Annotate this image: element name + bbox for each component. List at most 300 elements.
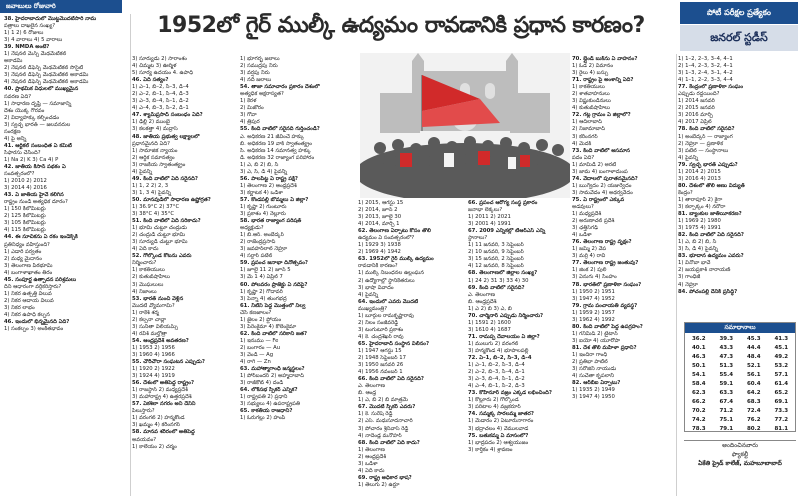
- answer-cell: 69.1: [774, 399, 789, 405]
- question-line: 68. తెలంగాణలో జిల్లాల సంఖ్య?: [468, 270, 538, 277]
- question-line: 3) ఒడిశా: [358, 460, 378, 467]
- question-line: 56. పాలపిట్ట ఏ రాష్ట్ర పక్షి?: [240, 175, 298, 182]
- question-line: 3) 1–3, 2–4, 3–1, 4–2: [678, 70, 733, 77]
- question-line: 1) గనిమీడ్ 2) టైటాన్: [572, 330, 618, 337]
- question-line: 62. తెలంగాణ ఏర్పాటు కోసం తొలి: [358, 228, 431, 235]
- question-line: 3) ఎ–3, బి–4, సి–1, డి–2: [132, 98, 189, 105]
- question-line: ఎ. అధికరణ 21 జీవించే హక్కు: [240, 133, 305, 140]
- question-line: 3) సూర్యుడి చుట్టూ భూమి: [132, 239, 188, 246]
- answer-cell: 53.2: [774, 363, 789, 369]
- question-line: 1) కొల్లూరు 2) గోల్కొండ: [468, 397, 519, 404]
- question-line: 1) 1950 2) 1951: [572, 288, 615, 295]
- question-line: ఎ. తెలంగాణ: [358, 383, 385, 390]
- answer-cell: 74.2: [691, 417, 706, 423]
- question-line: 3) 1610 4) 1687: [468, 326, 511, 333]
- question-line: 4) సర్దార్ పటేల్: [240, 253, 273, 260]
- question-line: అడవులు?: [572, 203, 594, 210]
- question-line: 1) వినోబా భావే: [678, 260, 711, 267]
- question-line: 78. కింది వాటిలో సరైనది?: [678, 126, 735, 133]
- question-line: 57. కొండపల్లి బొమ్మలు ఏ జిల్లా?: [240, 196, 309, 203]
- question-line: 3) 15 జనవరి, 2 సెప్టెంబర్: [468, 256, 524, 263]
- question-line: 2) ఎస్. మధుసూదనాచారి: [358, 418, 413, 425]
- question-line: 3) వెండి — Ag: [240, 351, 274, 358]
- answers-box: [684, 322, 796, 432]
- question-line: 3) సభ్యులు 4) ఉపరాష్ట్రపతి: [240, 401, 301, 408]
- question-line: 1) సామాజిక న్యాయం: [132, 147, 178, 154]
- question-line: 1) మేడారం 2) ఏటూరునాగారం: [468, 418, 534, 425]
- question-line: 1) Na 2) K 3) Ca 4) P: [4, 156, 59, 163]
- question-line: 3) కర్ణాటక 4) ఒడిశా: [240, 189, 283, 196]
- question-line: 1) రాజస్థాన్ 2) మధ్యప్రదేశ్: [132, 387, 188, 394]
- question-line: 71. రామప్ప దేవాలయం ఏ జిల్లా?: [468, 333, 540, 340]
- question-line: 1) 11 జనవరి, 3 సెప్టెంబర్: [468, 242, 524, 249]
- answer-cell: 76.2: [746, 417, 761, 423]
- question-line: 62. కింది వాటిలో సరికాని జత?: [240, 330, 308, 337]
- question-line: 73. కింది వాటిలో అసమాన: [572, 147, 631, 154]
- answer-cell: 65.2: [774, 390, 789, 396]
- question-line: 2) ఆంధ్రప్రదేశ్: [358, 453, 387, 460]
- question-line: 4) నదీ జలాలు: [240, 77, 272, 84]
- question-line: 3) ప్రకాశం 4) నెల్లూరు: [240, 211, 286, 218]
- question-line: 3) 1975 4) 1991: [678, 225, 721, 232]
- question-line: అకాడమీ: [4, 58, 23, 65]
- question-line: 51. కింది వాటిలో ఏది సరికాదు?: [132, 218, 201, 225]
- question-line: బి. ఆంధ్ర: [358, 390, 377, 397]
- questions-column-6: [572, 56, 674, 496]
- answer-cell: 41.3: [774, 336, 789, 342]
- answer-cell: 50.1: [691, 363, 706, 369]
- answer-cell: 63.3: [719, 390, 734, 396]
- questions-column-3: [240, 56, 356, 496]
- question-line: 1) 1935 2) 1949: [572, 387, 615, 394]
- question-line: 1) ఎ–1, బి–2, సి–3, డి–4: [132, 84, 189, 91]
- question-line: 3) 38°C 4) 35°C: [132, 211, 175, 218]
- question-line: 1) 2014 జనవరి: [678, 98, 715, 105]
- question-line: మొదటి వ్యోమగామి?: [132, 302, 175, 309]
- question-line: పదం ఏది?: [572, 154, 595, 161]
- answer-cell: 67.4: [719, 399, 734, 405]
- question-line: 1) ఆదిలాబాద్: [572, 119, 603, 126]
- question-line: సి. అధికరణ 14 సమానత్వ హక్కు: [240, 147, 311, 154]
- question-line: 82. కింది వాటిలో ఏది సరైనది?: [678, 232, 744, 239]
- question-line: 80. కింది వాటిలో పెద్ద ఉపగ్రహం?: [572, 323, 643, 330]
- question-line: ఎ. తెలంగాణ: [468, 291, 495, 298]
- column-divider: [676, 54, 677, 496]
- question-line: 1) కాకతీయులు: [572, 84, 605, 91]
- question-line: 3) తెలంగాణ పీఠభూమి: [4, 262, 53, 269]
- question-line: 1) ఋగ్వేదం 2) యజుర్వేదం: [572, 182, 632, 189]
- question-line: 52. గోల్కొండ కోటను ఎవరు: [132, 253, 192, 260]
- question-line: 3) సూర్యుడు 2) సారాంశం: [132, 56, 187, 62]
- question-line: 3) నేషనల్ డిఫెన్స్ మేథమేటికల్ అకాడమీ: [4, 72, 89, 79]
- question-line: 44. ఈ సూచికను ఏ రకం ఇండెక్స్‌కి: [4, 234, 78, 241]
- question-line: 2) ఎ–2, బి–3, సి–4, డి–1: [468, 369, 525, 376]
- question-line: 2) ఉద్యోగాల్లో స్థానికేతరులు: [358, 277, 415, 284]
- question-line: ప్రతినిధ్యం వహిస్తుంది?: [4, 241, 50, 248]
- question-line: 2) ఎ–2, బి–1, సి–4, డి–3: [132, 91, 189, 98]
- question-line: 4) చిమ్మట 3) ఊర్మిళ: [132, 63, 177, 70]
- question-line: 39. NMDA అంటే?: [4, 44, 50, 51]
- question-line: 3) 1947 4) 1950: [572, 394, 615, 401]
- answer-cell: 77.2: [774, 417, 789, 423]
- question-line: 68. కింది వాటిలో ఏది కాదు?: [358, 439, 420, 446]
- question-line: పిలుస్తారు?: [132, 408, 155, 415]
- question-line: ఉద్యమం ఏ సంవత్సరంలో?: [358, 235, 415, 242]
- question-line: 3) కలకత్తా 4) మద్రాస్: [132, 126, 178, 133]
- question-line: దీని ఆధారంగా వర్గీకరిస్తారు?: [4, 283, 62, 290]
- question-line: ప్రధానమైనది ఏది?: [132, 140, 170, 147]
- question-line: 55. కింది వాటిలో సరైనది గుర్తించండి?: [240, 126, 320, 133]
- protest-crowd-image: [360, 53, 570, 198]
- question-line: 55. చౌరీచౌరా సంఘటన ఎప్పుడు?: [132, 359, 205, 366]
- question-line: 81. దేశ తొలి మహిళా ప్రధాని?: [572, 344, 637, 351]
- question-line: 1) 2010 2) 2012: [4, 178, 47, 185]
- question-line: 53. భారత్ నుంచి వెళ్లిన: [132, 295, 184, 302]
- question-line: 1) 24 2) 31 3) 33 4) 30: [468, 277, 529, 284]
- question-line: నిర్మించారు?: [132, 260, 157, 267]
- question-line: 1) తెలుగు 2) ఉర్దూ: [358, 481, 400, 488]
- question-line: 1) ములుగు 2) వరంగల్: [468, 340, 519, 347]
- question-line: 72. ఏ–1, బి–2, సి–3, డి–4: [468, 355, 532, 362]
- question-line: 4) 1–1, 2–2, 3–3, 4–4: [678, 77, 733, 84]
- question-line: 2) మధ్య మైదానం: [4, 255, 42, 262]
- answer-cell: 45.3: [746, 336, 761, 342]
- question-line: 1) ఎ 2) బి 3) ఎ, బి: [468, 305, 512, 312]
- question-line: రావడానికి కారణం?: [358, 263, 398, 270]
- question-line: 1) ఇందిరా గాంధీ: [572, 351, 608, 358]
- question-line: 74. సమ్మక్క సారలమ్మ జాతర?: [468, 411, 534, 418]
- question-line: 4) 2014, మార్చి 1: [358, 221, 400, 228]
- question-line: 2) 10 జనవరి, 9 సెప్టెంబర్: [468, 249, 524, 256]
- question-line: కేంద్రం?: [678, 189, 693, 196]
- question-line: సవరణ ఏది?: [4, 93, 32, 100]
- question-line: 1) ఢిల్లీ 2) ముంబై: [132, 119, 170, 126]
- page-headline: 1952లో గైర్ ముల్కీ ఉద్యమం రావడానికి ప్రధాన కారణం?: [157, 13, 645, 38]
- answer-cell: 47.3: [719, 354, 734, 360]
- question-line: 3) రాజ్‌కోట్ 4) దండి: [240, 380, 284, 387]
- question-line: 1) కేరళ: [240, 98, 257, 105]
- answer-cell: 78.3: [691, 426, 706, 432]
- question-line: 1) ఎ–1, బి–2, సి–3, డి–4: [468, 362, 525, 369]
- question-line: 3) హన్మకొండ 4) భూపాలపల్లి: [468, 347, 529, 354]
- answer-cell: 64.2: [746, 390, 761, 396]
- question-line: 59. ప్రపంచ జనాభా దినోత్సవం?: [240, 260, 308, 267]
- question-line: 1) జైలం 2) ఫ్లోయం: [240, 316, 282, 323]
- question-line: 1) ఇనుము — Fe: [240, 337, 279, 344]
- answer-cell: 51.3: [719, 363, 734, 369]
- question-line: 56. దేశంలో అతిపెద్ద రాష్ట్రం?: [132, 380, 195, 387]
- question-line: 3) సరోజినీ నాయుడు: [572, 366, 617, 373]
- answer-cell: 36.2: [691, 336, 706, 342]
- answer-cell: 79.1: [719, 426, 734, 432]
- question-line: 1) మామిడి 2) అరటి: [572, 161, 617, 168]
- answers-grid: [685, 333, 795, 436]
- question-line: 2) 2014, జూన్ 2: [358, 207, 398, 214]
- question-line: 4) సుచేతా కృపలానీ: [572, 373, 614, 380]
- question-line: 1) 1, 2 2) 2, 3: [132, 182, 169, 189]
- answer-cell: 56.1: [746, 372, 761, 378]
- question-line: అత్యధిక అక్షరాస్యత?: [240, 91, 284, 98]
- question-line: 1) ఓడ 2) విమానం: [572, 63, 614, 70]
- protest-illustration: [360, 53, 570, 198]
- question-line: 2) శాతవాహనులు: [572, 91, 610, 98]
- question-line: 2) నేషనల్ డిఫెన్స్ మేథమేటికల్ సొసైటీ: [4, 65, 84, 72]
- question-line: 3) సామవేదం 4) అథర్వవేదం: [572, 189, 633, 196]
- question-line: 77. తెలంగాణ రాష్ట్ర జంతువు?: [572, 260, 639, 267]
- question-line: రాష్ట్రం నుండి అత్యధిక దూరం?: [4, 199, 68, 206]
- answer-cell: 62.3: [691, 390, 706, 396]
- question-line: 1) కాలేయం 2) చర్మం: [132, 443, 177, 450]
- answer-cell: 39.3: [719, 336, 734, 342]
- credit-role: ఫ్యాకల్టీ: [731, 451, 749, 458]
- question-line: 3) ఎ–3, బి–4, సి–1, డి–2: [468, 376, 525, 383]
- question-line: 3) 2016 మార్చి: [678, 112, 713, 119]
- question-line: 1) ఎ, బి 2) బి మాత్రమే: [358, 397, 408, 404]
- question-line: 3) స్వచ్ఛ భారత్ — జలవనరుల: [4, 121, 71, 128]
- question-line: 1) భూమి చుట్టూ చంద్రుడు: [132, 225, 187, 232]
- answer-cell: 46.3: [691, 354, 706, 360]
- question-line: 67. మొదటి స్పీకర్ ఎవరు?: [358, 404, 416, 411]
- question-line: 1) 1929 3) 1938: [358, 242, 401, 249]
- question-line: 4) 2017 ఏప్రిల్: [678, 119, 712, 126]
- question-line: 1) కృష్ణా 2) గుంటూరు: [240, 203, 287, 210]
- questions-column-5: [468, 200, 570, 496]
- question-line: 75. బతుకమ్మ ఏ మాసంలో?: [468, 432, 529, 439]
- question-line: ఎప్పుడు రద్దయింది?: [678, 91, 720, 98]
- question-line: 2) 1–4, 2–3, 3–2, 4–1: [678, 63, 733, 70]
- question-line: 66. కింది వాటిలో ఏది సరైనది?: [358, 376, 424, 383]
- question-line: 1) అంబేద్కర్ — రాజ్యాంగ: [678, 133, 733, 140]
- question-line: 54. తాజా సమాచారం ప్రకారం దేశంలో: [240, 84, 320, 91]
- question-line: 3) వర్షపు నీరు: [240, 70, 270, 77]
- question-line: 1) సంకల్పం 3) అంకితభావం: [4, 326, 64, 333]
- question-line: 3) 1, 3 4) పైవన్నీ: [132, 189, 172, 196]
- question-line: 3) పేరెంకైమా 4) కొలెంకైమా: [240, 323, 297, 330]
- question-line: 3) 105 కిలోమీటర్లు: [4, 220, 46, 227]
- question-line: 3) గాంధీజీ: [678, 274, 701, 281]
- question-line: 3) భద్రాచలం 4) వేములవాడ: [468, 425, 529, 432]
- question-line: 1) 1 2) 6 రోజులు: [4, 30, 44, 37]
- question-line: అవయవం?: [132, 436, 157, 443]
- question-line: జనాభా లెక్కలు?: [468, 207, 503, 214]
- question-line: 65. హైదరాబాద్ సంస్థాన విలీనం?: [358, 340, 430, 347]
- question-line: 4) ఎ–4, బి–3, సి–2, డి–1: [132, 105, 189, 112]
- question-line: 58. మానవ శరీరంలో అతిపెద్ద: [132, 429, 195, 436]
- question-line: సంరక్షణ: [4, 128, 21, 135]
- question-line: 1) ఎడారి పర్వతం: [4, 248, 42, 255]
- question-line: 1) కాకతీయులు: [132, 267, 165, 274]
- question-line: 4) కె. చంద్రశేఖర్ రావు: [358, 333, 404, 340]
- question-line: 3) కరీంనగర్: [572, 133, 598, 140]
- question-line: 3) కల్పాక్కం 4) నరోరా: [678, 203, 726, 210]
- question-line: 3) సునీతా విలియమ్స్: [132, 323, 178, 330]
- question-line: 3) మహారాష్ట్ర 4) ఉత్తరప్రదేశ్: [132, 394, 192, 401]
- question-line: 72. గట్ల గ్రామం ఏ జిల్లాలో?: [572, 112, 631, 119]
- question-line: 1) 1947 ఆగస్టు 15: [358, 347, 402, 354]
- question-line: 2) నెహ్రూ — ప్రణాళిక: [678, 140, 723, 147]
- question-line: 3) పరిటాల 4) వజ్రకరూర్: [468, 404, 521, 411]
- credit-label: అందించినవారు: [722, 442, 758, 449]
- question-line: 49. కింది వాటిలో ఏది సరైనది?: [132, 175, 198, 182]
- question-line: 1) ముల్కీ నిబంధనల ఉల్లంఘన: [358, 270, 424, 277]
- questions-column-1: [4, 16, 128, 494]
- question-line: 1) జూలై 11 2) జూన్ 5: [240, 267, 291, 274]
- question-line: 1) ఎ, బి 2) బి, సి: [240, 161, 279, 168]
- question-line: 2) ఆర్థిక సమానత్వం: [132, 154, 175, 161]
- question-line: 2) 1948 సెప్టెంబర్ 17: [358, 355, 406, 362]
- question-line: 3) కార్తీకం 4) శ్రావణం: [468, 446, 513, 453]
- question-line: 3) ఐయో 4) యూరోపా: [572, 337, 621, 344]
- answers-title: సమాధానాలు: [685, 323, 795, 333]
- question-line: 1) జింక 2) పులి: [572, 267, 607, 274]
- question-line: 3) 1924 4) 1919: [132, 373, 175, 380]
- questions-column-2: [132, 56, 236, 496]
- question-line: సంవత్సరంలో?: [4, 171, 35, 178]
- question-line: దేశం యొక్క గౌరవం: [4, 107, 45, 114]
- question-line: 4) రవీశ్ మల్హోత్రా: [132, 330, 168, 337]
- column-divider: [130, 14, 131, 496]
- question-line: 67. 2009 ఎన్నికల్లో టీఆర్ఎస్ ఎన్ని: [468, 228, 546, 235]
- question-line: 2) బంగారం — Au: [240, 344, 281, 351]
- question-line: 3) జామ 4) బంగాళాదుంప: [572, 168, 628, 175]
- question-line: 58. భారత రాజ్యాంగ పరిషత్: [240, 218, 302, 225]
- question-line: 3) 1960 4) 1966: [132, 351, 175, 358]
- question-line: 1) 36.9°C 2) 37°C: [132, 203, 180, 210]
- question-line: 3) పెన్నా 4) తుంగభద్ర: [240, 295, 287, 302]
- question-line: 73. కోహినూర్ వజ్రం ఎక్కడ లభించింది?: [468, 390, 552, 397]
- question-line: 2) నికర ఆదాయ విలువ: [4, 297, 54, 304]
- question-line: 4) కుతుబ్‌షాహీలు: [572, 105, 611, 112]
- subject-badge: జనరల్ స్టడీస్: [680, 25, 798, 51]
- question-line: 48. జాతీయ ప్రభుత్వ లక్ష్యాలలో: [132, 133, 200, 140]
- question-line: 83. భూదాన ఉద్యమం ఎవరు?: [678, 253, 744, 260]
- question-line: 5) సూర్య ఉదయం 4. ఉపాధి: [132, 70, 193, 77]
- question-line: 60. పోలవరం ప్రాజెక్టు ఏ నదిపై?: [240, 281, 308, 288]
- question-line: 64. ఇందులో ఎవరు మొదటి: [358, 298, 419, 305]
- question-line: 1) భాద్రపదం 2) ఆశ్వయుజం: [468, 439, 529, 446]
- question-line: 3) గోవా: [240, 112, 257, 119]
- question-line: 3) 2013, జూలై 30: [358, 214, 402, 221]
- answer-cell: 58.4: [691, 381, 706, 387]
- question-line: 3) ఏనుగు 4) సింహం: [572, 274, 617, 281]
- question-line: 2) 1969 4) 1942: [358, 249, 401, 256]
- answer-cell: 55.4: [719, 372, 734, 378]
- question-line: 4) ఏదీ కాదు: [358, 467, 385, 474]
- question-line: 4) నికర ఉపాధి కల్పన: [4, 311, 50, 318]
- question-line: 84. పోచంపల్లి దేనికి ప్రసిద్ధి?: [678, 288, 738, 295]
- question-line: 2) కల్పనా చావ్లా: [132, 316, 167, 323]
- question-line: 1) వరంగల్ 2) హన్మకొండ: [132, 415, 185, 422]
- answer-cell: 44.4: [746, 345, 761, 351]
- question-line: 4) బంగాళాఖాతం తీరం: [4, 269, 53, 276]
- question-line: 2) కుతుబ్‌షాహీలు: [132, 274, 171, 281]
- question-line: 3) భాషా వివాదం: [358, 284, 394, 291]
- answer-cell: 57.1: [774, 372, 789, 378]
- question-line: 2) చంద్రుడి చుట్టూ భూమి: [132, 232, 186, 239]
- question-line: 63. 1952లో గైర్ ముల్కీ ఉద్యమం: [358, 256, 434, 263]
- question-line: 82. ఆర్‌బీఐ ఏర్పాటు?: [572, 380, 621, 387]
- question-line: 4) పైవన్నీ: [678, 154, 699, 161]
- answer-cell: 59.1: [719, 381, 734, 387]
- question-line: 3) 2016 4) 2013: [678, 175, 721, 182]
- answer-cell: 70.2: [691, 408, 706, 414]
- question-line: 3) 1962 4) 1992: [572, 316, 615, 323]
- question-line: 3) రైలు 4) బస్సు: [572, 70, 609, 77]
- question-line: 3) ఖమ్మం 4) కరీంనగర్: [132, 422, 180, 429]
- question-line: 1) బూర్గుల రామకృష్ణారావు: [358, 312, 414, 319]
- question-line: 2) రాజేంద్రప్రసాద్: [240, 239, 276, 246]
- question-line: 3) ఛత్తీస్‌గఢ్: [572, 225, 599, 232]
- question-line: 1) 1920 2) 1922: [132, 366, 175, 373]
- question-line: 64. లోక్‌సభ స్పీకర్ ఎన్నిక?: [240, 387, 298, 394]
- question-line: 3) నికర లాభం: [4, 304, 35, 311]
- question-line: 1) 2014 2) 2015: [678, 168, 721, 175]
- question-line: 1) కె. సురేష్ రెడ్డి: [358, 411, 393, 418]
- question-line: 1) 2015, ఆగస్టు 15: [358, 200, 404, 206]
- question-line: 50. మానవుడిలో సాధారణ ఉష్ణోగ్రత?: [132, 196, 211, 203]
- answer-cell: 81.1: [774, 426, 789, 432]
- question-line: 4) 1956 నవంబర్ 1: [358, 369, 403, 376]
- question-line: 4) రాగి — Zn: [240, 359, 271, 366]
- answer-cell: 68.3: [746, 399, 761, 405]
- credit-box: [684, 440, 796, 494]
- question-line: సిఫారసు చేసింది?: [4, 149, 41, 156]
- question-line: 1) 1591 2) 1600: [468, 319, 511, 326]
- question-line: 1) బి.ఆర్. అంబేద్కర్: [240, 232, 284, 239]
- answer-cell: 61.4: [774, 381, 789, 387]
- question-line: 70. చార్మినార్ ఎప్పుడు నిర్మించారు?: [468, 312, 544, 319]
- question-line: 71. రాష్ట్రం పై అంశాన్ని ఏది?: [572, 77, 634, 84]
- question-line: 4) నిజాంలు: [132, 288, 157, 295]
- question-line: డి. అధికరణ 32 రాజ్యాంగ పరిహారం: [240, 154, 315, 161]
- question-line: 3) మర్రి 4) రావి: [572, 253, 606, 260]
- question-line: 80. దేశంలో తొలి అణు విద్యుత్: [678, 182, 745, 189]
- question-line: 2) విద్యాహక్కు కల్పించడం: [4, 114, 59, 121]
- answer-cell: 73.3: [774, 408, 789, 414]
- question-line: 79. గ్రామ పంచాయతీ వ్యవస్థ?: [572, 302, 638, 309]
- question-line: 1) పోర్‌బందర్ 2) అహ్మదాబాద్: [240, 373, 304, 380]
- question-line: 61. నీటిని పెద్ద మొత్తంలో నిల్వ: [240, 302, 306, 309]
- question-line: 3) 4 వారాలు 4) 5 వారాలు: [4, 37, 63, 44]
- question-line: పత్రాలు దాఖలైన సంఖ్య?: [4, 23, 56, 30]
- question-line: 2) నిజామాబాద్: [572, 126, 605, 133]
- question-line: 4) మెదక్: [572, 140, 592, 147]
- question-line: 2) 2015 జనవరి: [678, 105, 715, 112]
- question-line: 1) ఎ, బి 2) బి, సి: [678, 239, 717, 246]
- question-line: 4) నేషనల్ డిఫెన్స్ మేథమేటికల్ అకాడమీ: [4, 79, 89, 86]
- question-line: 3) పటేల్ — సంస్థానాలు: [678, 147, 729, 154]
- question-line: 1) నికర ఉత్పత్తి విలువ: [4, 290, 52, 297]
- question-line: 3) పోచారం శ్రీనివాస్ రెడ్డి: [358, 425, 409, 432]
- answer-cell: 45.1: [774, 345, 789, 351]
- question-line: 1) తారాపూర్ 2) కైగా: [678, 196, 723, 203]
- answer-cell: 49.2: [774, 354, 789, 360]
- question-line: 3) 2001 4) 1991: [468, 221, 511, 228]
- question-line: 63. మహాత్మాగాంధీ జన్మస్థలం?: [240, 366, 305, 373]
- credit-name: ఏకేతి ప్రైడ్ కాలేజ్, మహబూబాబాద్: [698, 460, 782, 467]
- answer-cell: 80.2: [746, 426, 761, 432]
- questions-column-7: [678, 56, 798, 316]
- question-line: 1) 1959 2) 1957: [572, 309, 615, 316]
- question-line: 57. ఏకశిలా నగరం అని దేనిని: [132, 401, 196, 408]
- question-line: 3) విష్ణుకుండినులు: [572, 98, 611, 105]
- question-line: 4) 12 జనవరి, 8 సెప్టెంబర్: [468, 263, 524, 270]
- question-line: 1) 150 కిలోమీటర్లు: [4, 206, 46, 213]
- question-line: అధ్యక్షుడు?: [240, 225, 264, 232]
- section-label: జవాబులు రోజువారి: [0, 0, 122, 13]
- answer-cell: 43.3: [719, 345, 734, 351]
- question-line: 4) పై అన్నీ: [4, 135, 27, 142]
